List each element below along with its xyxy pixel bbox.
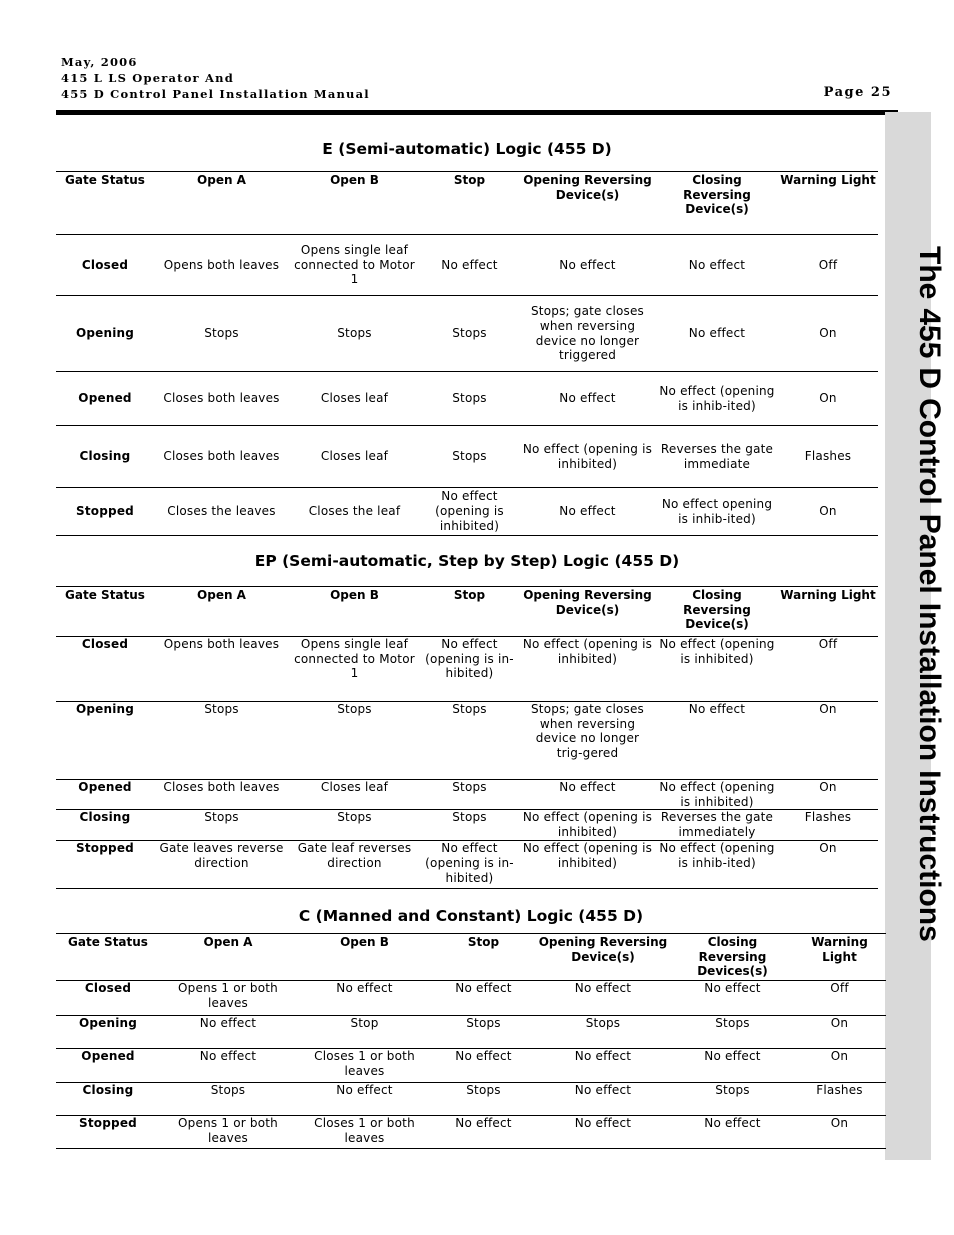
- table-cell: Closes both leaves: [154, 780, 289, 810]
- table-cell: Opens 1 or both leaves: [160, 1116, 296, 1149]
- table-cell: On: [793, 1016, 886, 1049]
- table-cell: No effect (opening is inhibited): [519, 810, 656, 841]
- column-header: Stop: [420, 172, 519, 235]
- table-cell: On: [778, 296, 878, 372]
- table-cell: Stops: [672, 1083, 793, 1116]
- table-cell: No effect: [296, 981, 433, 1016]
- row-header: Stopped: [56, 488, 154, 536]
- table-cell: No effect: [672, 981, 793, 1016]
- table-cell: Opens both leaves: [154, 637, 289, 702]
- table-cell: No effect: [656, 296, 778, 372]
- row-header: Opening: [56, 702, 154, 780]
- table-cell: Closes 1 or both leaves: [296, 1049, 433, 1083]
- column-header: Open A: [154, 172, 289, 235]
- table-cell: Stops: [420, 810, 519, 841]
- column-header: Open A: [154, 587, 289, 637]
- table-cell: No effect (opening is inhibited): [656, 780, 778, 810]
- table-row: [56, 702, 878, 780]
- row-header: Closing: [56, 1083, 160, 1116]
- table-cell: Reverses the gate immediately: [656, 810, 778, 841]
- column-header: Closing Reversing Device(s): [656, 587, 778, 637]
- table-cell: No effect: [656, 702, 778, 780]
- sidebar-title: [885, 112, 946, 1160]
- table-row: [56, 1116, 886, 1149]
- column-header: Closing Reversing Device(s): [656, 172, 778, 235]
- table-row: [56, 780, 878, 810]
- table-cell: Stops: [420, 372, 519, 426]
- header-rule: [56, 110, 898, 115]
- table-cell: No effect: [296, 1083, 433, 1116]
- table-cell: Stops: [433, 1083, 534, 1116]
- table-cell: No effect: [519, 780, 656, 810]
- column-header: Stop: [433, 934, 534, 981]
- table-cell: No effect (opening is inhibited): [420, 488, 519, 536]
- row-header: Opened: [56, 372, 154, 426]
- column-header: Open A: [160, 934, 296, 981]
- table-cell: Gate leaves reverse direction: [154, 841, 289, 889]
- table-cell: On: [778, 841, 878, 889]
- table-2-title: EP (Semi-automatic, Step by Step) Logic (455 D): [254, 552, 680, 570]
- table-cell: Off: [793, 981, 886, 1016]
- table-cell: Stops: [672, 1016, 793, 1049]
- table-row: [56, 372, 878, 426]
- sidebar-title-text: The455DControlPanelInstallationInstructions: [913, 246, 946, 942]
- table-cell: Opens 1 or both leaves: [160, 981, 296, 1016]
- table-cell: Flashes: [778, 810, 878, 841]
- page-number: Page 25: [823, 85, 892, 100]
- table-e-logic: [56, 171, 878, 536]
- table-cell: No effect (opening is inhibited): [519, 637, 656, 702]
- table-cell: No effect: [519, 235, 656, 296]
- table-cell: Off: [778, 235, 878, 296]
- table-cell: No effect opening is inhib-ited): [656, 488, 778, 536]
- table-1-title: E (Semi-automatic) Logic (455 D): [322, 140, 612, 158]
- table-cell: No effect: [534, 1083, 672, 1116]
- table-cell: No effect (opening is inhibited): [519, 841, 656, 889]
- table-row: [56, 488, 878, 536]
- column-header: Closing Reversing Devices(s): [672, 934, 793, 981]
- row-header: Stopped: [56, 841, 154, 889]
- chapter-sidebar: [885, 112, 946, 1160]
- table-cell: Stops: [534, 1016, 672, 1049]
- table-cell: Off: [778, 637, 878, 702]
- table-cell: No effect: [534, 1049, 672, 1083]
- column-header: Opening Reversing Device(s): [534, 934, 672, 981]
- table-cell: On: [778, 702, 878, 780]
- table-row: [56, 296, 878, 372]
- table-cell: No effect (opening is inhib-ited): [656, 841, 778, 889]
- table-cell: No effect: [534, 1116, 672, 1149]
- table-cell: Opens single leaf connected to Motor 1: [289, 235, 420, 296]
- table-cell: Closes 1 or both leaves: [296, 1116, 433, 1149]
- column-header: Opening Reversing Device(s): [519, 172, 656, 235]
- table-cell: No effect (opening is in-hibited): [420, 637, 519, 702]
- table-cell: Stops: [420, 780, 519, 810]
- table-cell: Stops: [433, 1016, 534, 1049]
- table-row: [56, 235, 878, 296]
- column-header: Gate Status: [56, 934, 160, 981]
- table-cell: Stops: [289, 810, 420, 841]
- table-cell: Closes the leaf: [289, 488, 420, 536]
- column-header: Warning Light: [778, 587, 878, 637]
- header-line-3: 455 D Control Panel Installation Manual: [61, 87, 370, 101]
- table-cell: No effect (opening is in-hibited): [420, 841, 519, 889]
- row-header: Opened: [56, 780, 154, 810]
- table-row: [56, 637, 878, 702]
- table-cell: Stops: [154, 296, 289, 372]
- column-header: Gate Status: [56, 587, 154, 637]
- table-cell: No effect: [534, 981, 672, 1016]
- table-c-logic: [56, 933, 886, 1149]
- table-cell: On: [793, 1049, 886, 1083]
- table-cell: Closes both leaves: [154, 372, 289, 426]
- table-cell: Opens both leaves: [154, 235, 289, 296]
- table-cell: Stops; gate closes when reversing device no longer trig-gered: [519, 702, 656, 780]
- table-cell: Stop: [296, 1016, 433, 1049]
- table-row: [56, 1016, 886, 1049]
- table-cell: No effect (opening is inhibited): [519, 426, 656, 488]
- table-cell: Stops: [154, 702, 289, 780]
- table-cell: Flashes: [778, 426, 878, 488]
- row-header: Stopped: [56, 1116, 160, 1149]
- table-cell: No effect: [672, 1049, 793, 1083]
- row-header: Closed: [56, 637, 154, 702]
- table-cell: No effect: [420, 235, 519, 296]
- table-cell: No effect: [519, 488, 656, 536]
- table-cell: On: [778, 780, 878, 810]
- row-header: Closed: [56, 981, 160, 1016]
- table-3-title: C (Manned and Constant) Logic (455 D): [298, 907, 644, 925]
- table-cell: No effect: [672, 1116, 793, 1149]
- table-cell: No effect: [519, 372, 656, 426]
- table-cell: No effect: [433, 1116, 534, 1149]
- column-header: Warning Light: [778, 172, 878, 235]
- table-row: [56, 981, 886, 1016]
- table-cell: Closes both leaves: [154, 426, 289, 488]
- row-header: Closing: [56, 810, 154, 841]
- table-row: [56, 841, 878, 889]
- column-header: Open B: [289, 172, 420, 235]
- table-cell: Reverses the gate immediate: [656, 426, 778, 488]
- table-cell: Closes leaf: [289, 372, 420, 426]
- table-cell: Closes leaf: [289, 426, 420, 488]
- column-header: Warning Light: [793, 934, 886, 981]
- document-header: [61, 54, 370, 102]
- table-cell: Stops: [289, 296, 420, 372]
- table-cell: On: [793, 1116, 886, 1149]
- table-ep-logic: [56, 586, 878, 889]
- column-header: Stop: [420, 587, 519, 637]
- row-header: Opened: [56, 1049, 160, 1083]
- table-cell: On: [778, 372, 878, 426]
- table-cell: Gate leaf reverses direction: [289, 841, 420, 889]
- table-cell: Closes the leaves: [154, 488, 289, 536]
- table-cell: Stops: [420, 426, 519, 488]
- table-cell: Stops: [154, 810, 289, 841]
- table-cell: Stops; gate closes when reversing device no longer triggered: [519, 296, 656, 372]
- column-header: Opening Reversing Device(s): [519, 587, 656, 637]
- table-row: [56, 1083, 886, 1116]
- table-row: [56, 426, 878, 488]
- table-cell: No effect: [656, 235, 778, 296]
- row-header: Opening: [56, 296, 154, 372]
- table-row: [56, 810, 878, 841]
- table-cell: Closes leaf: [289, 780, 420, 810]
- column-header: Open B: [296, 934, 433, 981]
- table-cell: No effect (opening is inhib-ited): [656, 372, 778, 426]
- table-cell: No effect (opening is inhibited): [656, 637, 778, 702]
- table-cell: Flashes: [793, 1083, 886, 1116]
- header-date: May, 2006: [61, 55, 138, 69]
- table-row: [56, 1049, 886, 1083]
- table-cell: No effect: [160, 1049, 296, 1083]
- column-header: Gate Status: [56, 172, 154, 235]
- table-cell: No effect: [433, 981, 534, 1016]
- table-cell: Opens single leaf connected to Motor 1: [289, 637, 420, 702]
- table-cell: Stops: [160, 1083, 296, 1116]
- table-cell: Stops: [420, 702, 519, 780]
- header-line-2: 415 L LS Operator And: [61, 71, 234, 85]
- table-cell: On: [778, 488, 878, 536]
- column-header: Open B: [289, 587, 420, 637]
- table-cell: No effect: [160, 1016, 296, 1049]
- table-cell: Stops: [289, 702, 420, 780]
- row-header: Opening: [56, 1016, 160, 1049]
- row-header: Closing: [56, 426, 154, 488]
- table-cell: No effect: [433, 1049, 534, 1083]
- row-header: Closed: [56, 235, 154, 296]
- table-cell: Stops: [420, 296, 519, 372]
